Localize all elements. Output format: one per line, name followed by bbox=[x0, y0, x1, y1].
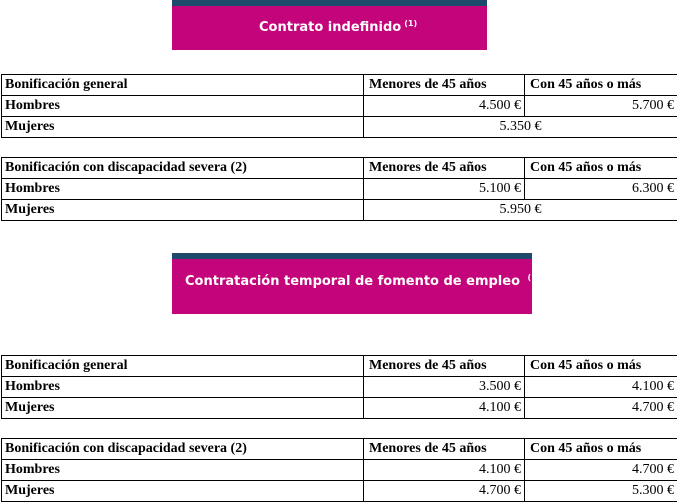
cell-men-under45: 5.100 € bbox=[364, 179, 525, 200]
table-row-women bbox=[2, 117, 677, 138]
row-label-men: Hombres bbox=[2, 179, 364, 200]
table-row-women bbox=[2, 398, 677, 419]
column-header-45plus: Con 45 años o más bbox=[525, 158, 677, 179]
table-row-men bbox=[2, 96, 677, 117]
cell-men-45plus: 5.700 € bbox=[525, 96, 677, 117]
table-title: Bonificación con discapacidad severa (2) bbox=[2, 439, 364, 460]
row-label-men: Hombres bbox=[2, 377, 364, 398]
table-header-row bbox=[2, 356, 677, 377]
cell-men-under45: 4.100 € bbox=[364, 460, 525, 481]
cell-men-45plus: 4.700 € bbox=[525, 460, 677, 481]
cell-men-45plus: 6.300 € bbox=[525, 179, 677, 200]
row-label-women: Mujeres bbox=[2, 200, 364, 221]
cell-women-45plus: 4.700 € bbox=[525, 398, 677, 419]
table-header-row bbox=[2, 439, 677, 460]
table-title: Bonificación general bbox=[2, 75, 364, 96]
cell-women-all: 5.950 € bbox=[364, 200, 677, 221]
cell-women-under45: 4.100 € bbox=[364, 398, 525, 419]
table-title: Bonificación general bbox=[2, 356, 364, 377]
table-row-men bbox=[2, 460, 677, 481]
table-row-men bbox=[2, 377, 677, 398]
table-indefinido-general bbox=[1, 74, 677, 138]
banner-title-wrap bbox=[185, 274, 540, 289]
column-header-45plus: Con 45 años o más bbox=[525, 75, 677, 96]
table-temporal-general bbox=[1, 355, 677, 419]
table-row-women bbox=[2, 200, 677, 221]
banner-contrato-indefinido bbox=[172, 0, 487, 50]
cell-women-45plus: 5.300 € bbox=[525, 481, 677, 502]
table-row-men bbox=[2, 179, 677, 200]
column-header-45plus: Con 45 años o más bbox=[525, 439, 677, 460]
cell-men-under45: 4.500 € bbox=[364, 96, 525, 117]
banner-title-wrap bbox=[259, 20, 417, 35]
row-label-women: Mujeres bbox=[2, 117, 364, 138]
column-header-under45: Menores de 45 años bbox=[364, 439, 525, 460]
table-title: Bonificación con discapacidad severa (2) bbox=[2, 158, 364, 179]
row-label-men: Hombres bbox=[2, 96, 364, 117]
column-header-under45: Menores de 45 años bbox=[364, 158, 525, 179]
cell-men-45plus: 4.100 € bbox=[525, 377, 677, 398]
table-indefinido-discapacidad bbox=[1, 157, 677, 221]
table-row-women bbox=[2, 481, 677, 502]
banner-title: Contrato indefinido bbox=[259, 20, 401, 35]
cell-women-all: 5.350 € bbox=[364, 117, 677, 138]
cell-women-under45: 4.700 € bbox=[364, 481, 525, 502]
table-header-row bbox=[2, 75, 677, 96]
banner-footnote-ref: (1) bbox=[404, 19, 417, 28]
column-header-45plus: Con 45 años o más bbox=[525, 356, 677, 377]
cell-men-under45: 3.500 € bbox=[364, 377, 525, 398]
column-header-under45: Menores de 45 años bbox=[364, 75, 525, 96]
table-header-row bbox=[2, 158, 677, 179]
column-header-under45: Menores de 45 años bbox=[364, 356, 525, 377]
row-label-women: Mujeres bbox=[2, 481, 364, 502]
banner-title: Contratación temporal de fomento de empleo bbox=[185, 274, 520, 289]
table-temporal-discapacidad bbox=[1, 438, 677, 502]
row-label-men: Hombres bbox=[2, 460, 364, 481]
row-label-women: Mujeres bbox=[2, 398, 364, 419]
banner-contratacion-temporal bbox=[172, 253, 532, 314]
banner-footnote-ref: (1) bbox=[528, 273, 541, 282]
